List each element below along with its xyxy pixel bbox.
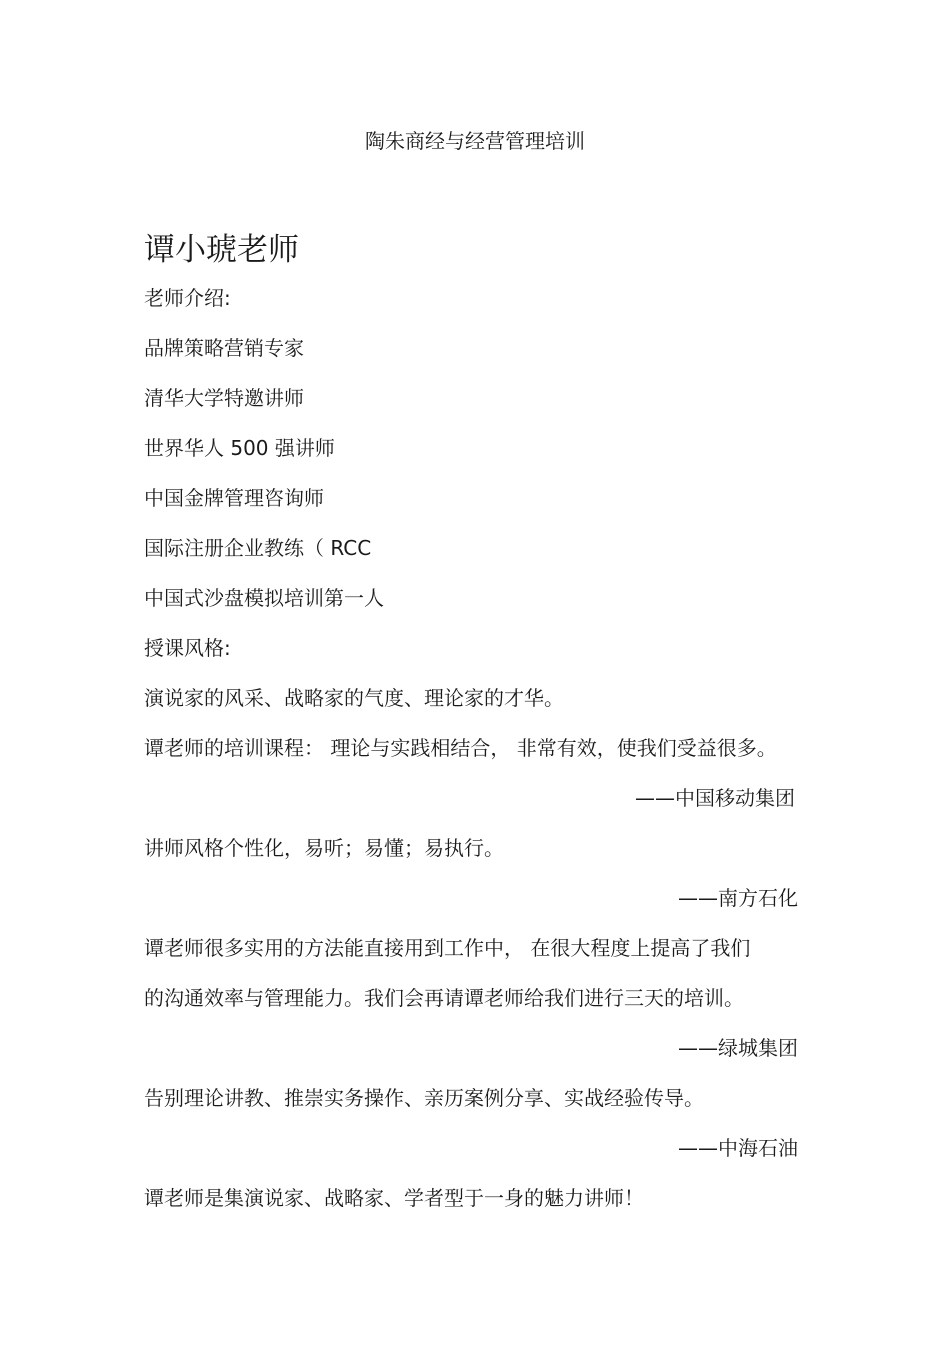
credential-item: 中国式沙盘模拟培训第一人 — [144, 586, 384, 610]
testimonial-source: ——南方石化 — [678, 886, 798, 910]
credential-item: 品牌策略营销专家 — [144, 336, 304, 360]
document-title: 陶朱商经与经营管理培训 — [365, 129, 585, 153]
credential-item: 中国金牌管理咨询师 — [144, 486, 324, 510]
closing-statement: 谭老师是集演说家、战略家、学者型于一身的魅力讲师！ — [144, 1186, 644, 1210]
testimonial-text: 谭老师的培训课程： 理论与实践相结合， 非常有效，使我们受益很多。 — [144, 736, 777, 760]
testimonial-text: 的沟通效率与管理能力。我们会再请谭老师给我们进行三天的培训。 — [144, 986, 744, 1010]
testimonial-text: 告别理论讲教、推崇实务操作、亲历案例分享、实战经验传导。 — [144, 1086, 704, 1110]
credential-item: 清华大学特邀讲师 — [144, 386, 304, 410]
teacher-name: 谭小琥老师 — [144, 232, 299, 268]
testimonial-source: ——绿城集团 — [678, 1036, 798, 1060]
credential-item: 世界华人 500 强讲师 — [144, 436, 335, 460]
testimonial-source: ——中海石油 — [678, 1136, 798, 1160]
style-heading: 授课风格: — [144, 636, 231, 660]
testimonial-text: 讲师风格个性化，易听；易懂；易执行。 — [144, 836, 504, 860]
credential-item: 国际注册企业教练（ RCC — [144, 536, 372, 560]
style-summary: 演说家的风采、战略家的气度、理论家的才华。 — [144, 686, 564, 710]
testimonial-text: 谭老师很多实用的方法能直接用到工作中， 在很大程度上提高了我们 — [144, 936, 751, 960]
testimonial-source: ——中国移动集团 — [635, 786, 795, 810]
intro-heading: 老师介绍: — [144, 286, 231, 310]
